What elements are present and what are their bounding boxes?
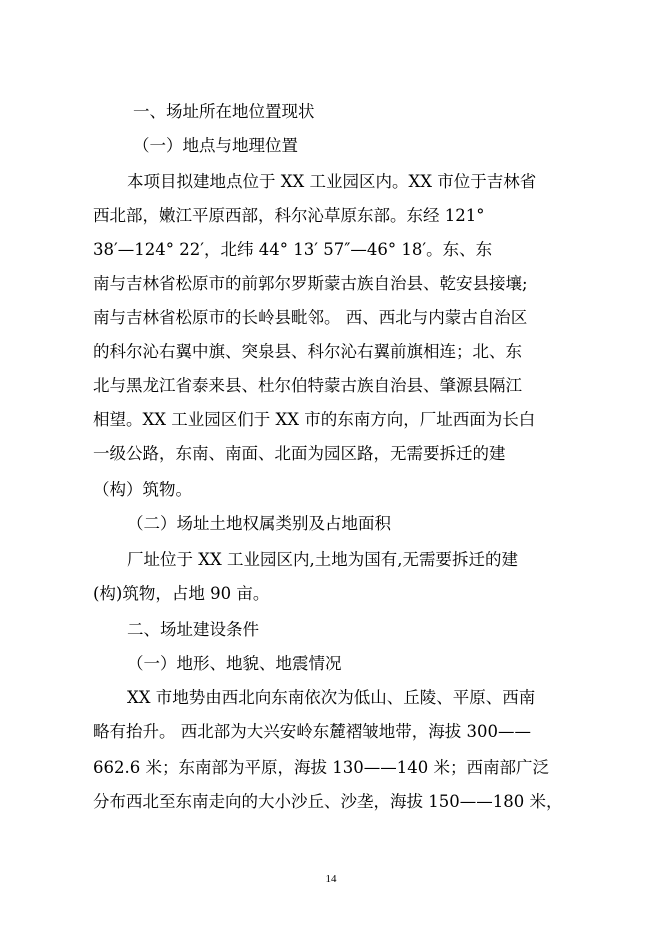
paragraph-line: 本项目拟建地点位于 XX 工业园区内。XX 市位于吉林省 — [127, 172, 537, 191]
paragraph-line: 相望。XX 工业园区们于 XX 市的东南方向，厂址西面为长白 — [93, 410, 536, 429]
subsection-heading-1-2: （二）场址土地权属类别及占地面积 — [127, 514, 391, 533]
paragraph-line: 662.6 米；东南部为平原，海拔 130——140 米；西南部广泛 — [93, 758, 549, 777]
page-number: 14 — [325, 873, 337, 885]
paragraph-line: 分布西北至东南走向的大小沙丘、沙垄，海拔 150——180 米， — [93, 792, 563, 811]
paragraph-line: 的科尔沁右翼中旗、突泉县、科尔沁右翼前旗相连；北、东 — [93, 342, 522, 361]
section-heading-1: 一、场址所在地位置现状 — [133, 102, 315, 121]
paragraph-line: 38′—124° 22′，北纬 44° 13′ 57″—46° 18′。东、东 — [93, 240, 493, 259]
paragraph-line: 南与吉林省松原市的长岭县毗邻。 西、西北与内蒙古自治区 — [93, 308, 528, 327]
paragraph-line: 北与黑龙江省泰来县、杜尔伯特蒙古族自治县、肇源县隔江 — [93, 376, 522, 395]
paragraph-line: 西北部，嫩江平原西部，科尔沁草原东部。东经 121° — [93, 206, 485, 225]
subsection-heading-1-1: （一）地点与地理位置 — [133, 136, 298, 155]
paragraph-line: XX 市地势由西北向东南依次为低山、丘陵、平原、西南 — [127, 688, 536, 707]
section-heading-2: 二、场址建设条件 — [127, 620, 259, 639]
subsection-heading-2-1: （一）地形、地貌、地震情况 — [127, 654, 342, 673]
paragraph-line: （构）筑物。 — [93, 480, 192, 499]
paragraph-line: 厂址位于 XX 工业园区内,土地为国有,无需要拆迁的建 — [127, 550, 518, 569]
paragraph-line: 南与吉林省松原市的前郭尔罗斯蒙古族自治县、乾安县接壤; — [93, 274, 528, 293]
paragraph-line: 略有抬升。 西北部为大兴安岭东麓褶皱地带，海拔 300—— — [93, 722, 531, 741]
paragraph-line: 一级公路，东南、南面、北面为园区路，无需要拆迁的建 — [93, 444, 506, 463]
paragraph-line: (构)筑物，占地 90 亩。 — [93, 584, 270, 603]
